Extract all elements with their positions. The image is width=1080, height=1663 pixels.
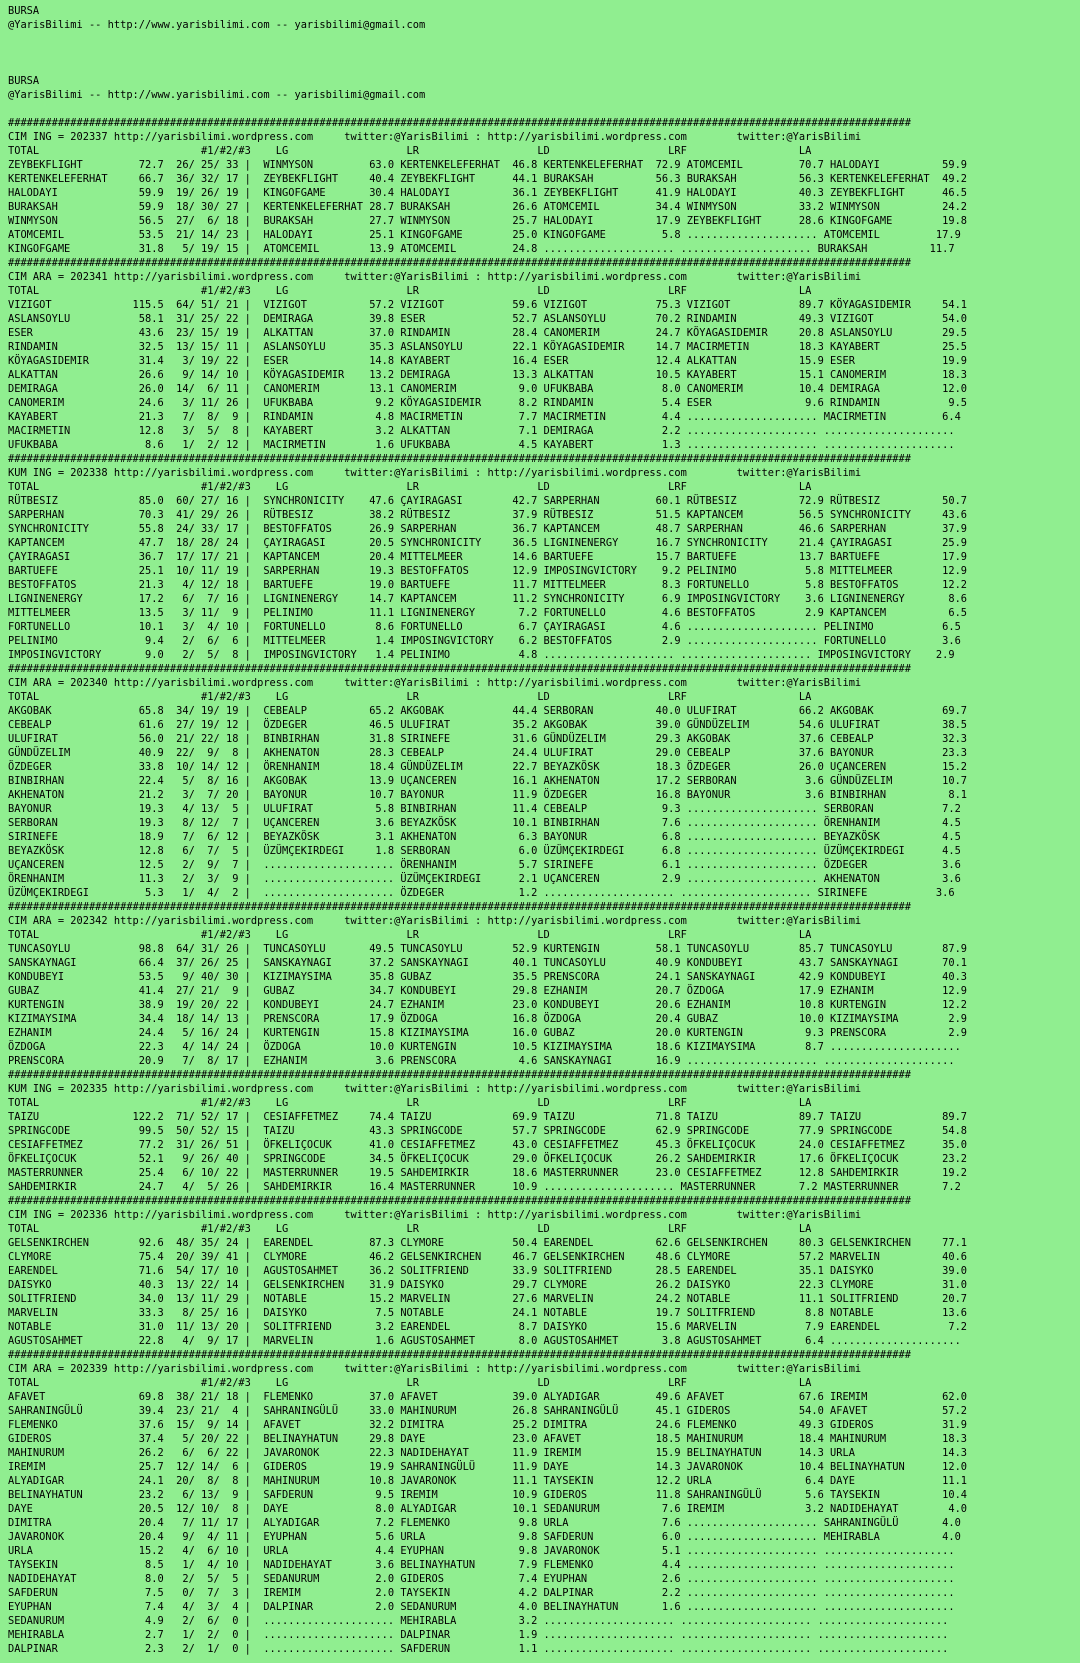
result-row: ÖRENHANIM 11.3 2/ 3/ 9 | ..................... ÜZÜMÇEKIRDEGI 2.1 UÇANCEREN 2.9 ..................... AKHENATON 3.6: [8, 873, 961, 885]
column-header-line: TOTAL #1/#2/#3 LG LR LD LRF LA: [8, 481, 812, 493]
result-row: IREMIM 25.7 12/ 14/ 6 | GIDEROS 19.9 SAHRANINGÜLÜ 11.9 DAYE 14.3 JAVARONOK 10.4 BELINAYHATUN 12.0: [8, 1461, 968, 1473]
result-row: PRENSCORA 20.9 7/ 8/ 17 | EZHANIM 3.6 PRENSCORA 4.6 SANSKAYNAGI 16.9 ..................... .....................: [8, 1055, 955, 1067]
separator-line: #################################################################################################################################################: [8, 257, 911, 269]
result-row: HALODAYI 59.9 19/ 26/ 19 | KINGOFGAME 30.4 HALODAYI 36.1 ZEYBEKFLIGHT 41.9 HALODAYI 40.3 ZEYBEKFLIGHT 46.5: [8, 187, 968, 199]
result-row: SAFDERUN 7.5 0/ 7/ 3 | IREMIM 2.0 TAYSEKIN 4.2 DALPINAR 2.2 ..................... .....................: [8, 1587, 955, 1599]
result-row: CLYMORE 75.4 20/ 39/ 41 | CLYMORE 46.2 GELSENKIRCHEN 46.7 GELSENKIRCHEN 48.6 CLYMORE 57.2 MARVELIN 40.6: [8, 1251, 968, 1263]
result-row: FORTUNELLO 10.1 3/ 4/ 10 | FORTUNELLO 8.6 FORTUNELLO 6.7 ÇAYIRAGASI 4.6 ..................... PELINIMO 6.5: [8, 621, 961, 633]
result-row: ÜZÜMÇEKIRDEGI 5.3 1/ 4/ 2 | ..................... ÖZDEGER 1.2 ..................... ..................... SIRINEFE 3.6: [8, 887, 955, 899]
result-row: TUNCASOYLU 98.8 64/ 31/ 26 | TUNCASOYLU 49.5 TUNCASOYLU 52.9 KURTENGIN 58.1 TUNCASOYLU 85.7 TUNCASOYLU 87.9: [8, 943, 968, 955]
result-row: ASLANSOYLU 58.1 31/ 25/ 22 | DEMIRAGA 39.8 ESER 52.7 ASLANSOYLU 70.2 RINDAMIN 49.3 VIZIGOT 54.0: [8, 313, 968, 325]
page-header-line: BURSA: [8, 75, 40, 87]
result-row: CESIAFFETMEZ 77.2 31/ 26/ 51 | ÖFKELIÇOCUK 41.0 CESIAFFETMEZ 43.0 CESIAFFETMEZ 45.3 ÖFKELIÇOCUK 24.0 CESIAFFETMEZ 35.0: [8, 1139, 968, 1151]
result-row: MITTELMEER 13.5 3/ 11/ 9 | PELINIMO 11.1 LIGNINENERGY 7.2 FORTUNELLO 4.6 BESTOFFATOS 2.9 KAPTANCEM 6.5: [8, 607, 968, 619]
blank-line: [8, 60, 1072, 74]
result-row: TAYSEKIN 8.5 1/ 4/ 10 | NADIDEHAYAT 3.6 BELINAYHATUN 7.9 FLEMENKO 4.4 ..................... .....................: [8, 1559, 955, 1571]
blank-line: [8, 46, 1072, 60]
result-row: GÜNDÜZELIM 40.9 22/ 9/ 8 | AKHENATON 28.3 CEBEALP 24.4 ULUFIRAT 29.0 CEBEALP 37.6 BAYONUR 23.3: [8, 747, 968, 759]
column-header-line: TOTAL #1/#2/#3 LG LR LD LRF LA: [8, 929, 812, 941]
result-row: BAYONUR 19.3 4/ 13/ 5 | ULUFIRAT 5.8 BINBIRHAN 11.4 CEBEALP 9.3 ..................... SERBORAN 7.2: [8, 803, 961, 815]
race-header-line: CIM ING = 202336 http://yarisbilimi.wordpress.com twitter:@YarisBilimi : http://yarisbilimi.wordpress.com twitter:@YarisBilimi: [8, 1209, 862, 1221]
race-header-line: CIM ARA = 202341 http://yarisbilimi.wordpress.com twitter:@YarisBilimi : http://yarisbilimi.wordpress.com twitter:@YarisBilimi: [8, 271, 862, 283]
page-header-line: BURSA: [8, 5, 40, 17]
result-row: AKGOBAK 65.8 34/ 19/ 19 | CEBEALP 65.2 AKGOBAK 44.4 SERBORAN 40.0 ULUFIRAT 66.2 AKGOBAK 69.7: [8, 705, 968, 717]
result-row: IMPOSINGVICTORY 9.0 2/ 5/ 8 | IMPOSINGVICTORY 1.4 PELINIMO 4.8 ..................... ..................... IMPOSINGVICTORY 2.9: [8, 649, 955, 661]
result-row: NOTABLE 31.0 11/ 13/ 20 | SOLITFRIEND 3.2 EARENDEL 8.7 DAISYKO 15.6 MARVELIN 7.9 EARENDEL 7.2: [8, 1321, 968, 1333]
separator-line: #################################################################################################################################################: [8, 663, 911, 675]
race-header-line: CIM ING = 202337 http://yarisbilimi.wordpress.com twitter:@YarisBilimi : http://yarisbilimi.wordpress.com twitter:@YarisBilimi: [8, 131, 862, 143]
result-row: ÇAYIRAGASI 36.7 17/ 17/ 21 | KAPTANCEM 20.4 MITTELMEER 14.6 BARTUEFE 15.7 BARTUEFE 13.7 BARTUEFE 17.9: [8, 551, 968, 563]
result-row: BESTOFFATOS 21.3 4/ 12/ 18 | BARTUEFE 19.0 BARTUEFE 11.7 MITTELMEER 8.3 FORTUNELLO 5.8 BESTOFFATOS 12.2: [8, 579, 968, 591]
race-header-line: CIM ARA = 202340 http://yarisbilimi.wordpress.com twitter:@YarisBilimi : http://yarisbilimi.wordpress.com twitter:@YarisBilimi: [8, 677, 862, 689]
result-row: ÖZDOGA 22.3 4/ 14/ 24 | ÖZDOGA 10.0 KURTENGIN 10.5 KIZIMAYSIMA 18.6 KIZIMAYSIMA 8.7 .....................: [8, 1041, 961, 1053]
result-row: SOLITFRIEND 34.0 13/ 11/ 29 | NOTABLE 15.2 MARVELIN 27.6 MARVELIN 24.2 NOTABLE 11.1 SOLITFRIEND 20.7: [8, 1293, 968, 1305]
result-row: UÇANCEREN 12.5 2/ 9/ 7 | ..................... ÖRENHANIM 5.7 SIRINEFE 6.1 ..................... ÖZDEGER 3.6: [8, 859, 961, 871]
result-row: ALKATTAN 26.6 9/ 14/ 10 | KÖYAGASIDEMIR 13.2 DEMIRAGA 13.3 ALKATTAN 10.5 KAYABERT 15.1 CANOMERIM 18.3: [8, 369, 968, 381]
result-row: NADIDEHAYAT 8.0 2/ 5/ 5 | SEDANURUM 2.0 GIDEROS 7.4 EYUPHAN 2.6 ..................... .....................: [8, 1573, 955, 1585]
race-header-line: CIM ARA = 202342 http://yarisbilimi.wordpress.com twitter:@YarisBilimi : http://yarisbilimi.wordpress.com twitter:@YarisBilimi: [8, 915, 862, 927]
result-row: MAHINURUM 26.2 6/ 6/ 22 | JAVARONOK 22.3 NADIDEHAYAT 11.9 IREMIM 15.9 BELINAYHATUN 14.3 URLA 14.3: [8, 1447, 968, 1459]
result-row: RÜTBESIZ 85.0 60/ 27/ 16 | SYNCHRONICITY 47.6 ÇAYIRAGASI 42.7 SARPERHAN 60.1 RÜTBESIZ 72.9 RÜTBESIZ 50.7: [8, 495, 968, 507]
result-row: DAISYKO 40.3 13/ 22/ 14 | GELSENKIRCHEN 31.9 DAISYKO 29.7 CLYMORE 26.2 DAISYKO 22.3 CLYMORE 31.0: [8, 1279, 968, 1291]
result-row: KÖYAGASIDEMIR 31.4 3/ 19/ 22 | ESER 14.8 KAYABERT 16.4 ESER 12.4 ALKATTAN 15.9 ESER 19.9: [8, 355, 968, 367]
result-row: PELINIMO 9.4 2/ 6/ 6 | MITTELMEER 1.4 IMPOSINGVICTORY 6.2 BESTOFFATOS 2.9 ..................... FORTUNELLO 3.6: [8, 635, 961, 647]
result-row: VIZIGOT 115.5 64/ 51/ 21 | VIZIGOT 57.2 VIZIGOT 59.6 VIZIGOT 75.3 VIZIGOT 89.7 KÖYAGASIDEMIR 54.1: [8, 299, 968, 311]
column-header-line: TOTAL #1/#2/#3 LG LR LD LRF LA: [8, 1097, 812, 1109]
result-row: DALPINAR 2.3 2/ 1/ 0 | ..................... SAFDERUN 1.1 ..................... ..................... .....................: [8, 1643, 949, 1655]
result-row: SIRINEFE 18.9 7/ 6/ 12 | BEYAZKÖSK 3.1 AKHENATON 6.3 BAYONUR 6.8 ..................... BEYAZKÖSK 4.5: [8, 831, 961, 843]
blank-line: [8, 32, 1072, 46]
result-row: SAHDEMIRKIR 24.7 4/ 5/ 26 | SAHDEMIRKIR 16.4 MASTERRUNNER 10.9 ..................... MASTERRUNNER 7.2 MASTERRUNNER 7.2: [8, 1181, 961, 1193]
column-header-line: TOTAL #1/#2/#3 LG LR LD LRF LA: [8, 1223, 812, 1235]
result-row: MARVELIN 33.3 8/ 25/ 16 | DAISYKO 7.5 NOTABLE 24.1 NOTABLE 19.7 SOLITFRIEND 8.8 NOTABLE 13.6: [8, 1307, 968, 1319]
result-row: GIDEROS 37.4 5/ 20/ 22 | BELINAYHATUN 29.8 DAYE 23.0 AFAVET 18.5 MAHINURUM 18.4 MAHINURUM 18.3: [8, 1433, 968, 1445]
race-header-line: KUM ING = 202335 http://yarisbilimi.wordpress.com twitter:@YarisBilimi : http://yarisbilimi.wordpress.com twitter:@YarisBilimi: [8, 1083, 862, 1095]
race-header-line: KUM ING = 202338 http://yarisbilimi.wordpress.com twitter:@YarisBilimi : http://yarisbilimi.wordpress.com twitter:@YarisBilimi: [8, 467, 862, 479]
column-header-line: TOTAL #1/#2/#3 LG LR LD LRF LA: [8, 285, 812, 297]
blank-line: [8, 102, 1072, 116]
result-row: DEMIRAGA 26.0 14/ 6/ 11 | CANOMERIM 13.1 CANOMERIM 9.0 UFUKBABA 8.0 CANOMERIM 10.4 DEMIRAGA 12.0: [8, 383, 968, 395]
column-header-line: TOTAL #1/#2/#3 LG LR LD LRF LA: [8, 691, 812, 703]
result-row: GUBAZ 41.4 27/ 21/ 9 | GUBAZ 34.7 KONDUBEYI 29.8 EZHANIM 20.7 ÖZDOGA 17.9 EZHANIM 12.9: [8, 985, 968, 997]
result-row: ULUFIRAT 56.0 21/ 22/ 18 | BINBIRHAN 31.8 SIRINEFE 31.6 GÜNDÜZELIM 29.3 AKGOBAK 37.6 CEBEALP 32.3: [8, 733, 968, 745]
result-row: DIMITRA 20.4 7/ 11/ 17 | ALYADIGAR 7.2 FLEMENKO 9.8 URLA 7.6 ..................... SAHRANINGÜLÜ 4.0: [8, 1517, 961, 1529]
result-row: KURTENGIN 38.9 19/ 20/ 22 | KONDUBEYI 24.7 EZHANIM 23.0 KONDUBEYI 20.6 EZHANIM 10.8 KURTENGIN 12.2: [8, 999, 968, 1011]
result-row: ÖFKELIÇOCUK 52.1 9/ 26/ 40 | SPRINGCODE 34.5 ÖFKELIÇOCUK 29.0 ÖFKELIÇOCUK 26.2 SAHDEMIRKIR 17.6 ÖFKELIÇOCUK 23.2: [8, 1153, 968, 1165]
result-row: KINGOFGAME 31.8 5/ 19/ 15 | ATOMCEMIL 13.9 ATOMCEMIL 24.8 ..................... ..................... BURAKSAH 11.7: [8, 243, 955, 255]
result-row: CANOMERIM 24.6 3/ 11/ 26 | UFUKBABA 9.2 KÖYAGASIDEMIR 8.2 RINDAMIN 5.4 ESER 9.6 RINDAMIN 9.5: [8, 397, 968, 409]
result-row: SAHRANINGÜLÜ 39.4 23/ 21/ 4 | SAHRANINGÜLÜ 33.0 MAHINURUM 26.8 SAHRANINGÜLÜ 45.1 GIDEROS 54.0 AFAVET 57.2: [8, 1405, 968, 1417]
result-row: CEBEALP 61.6 27/ 19/ 12 | ÖZDEGER 46.5 ULUFIRAT 35.2 AKGOBAK 39.0 GÜNDÜZELIM 54.6 ULUFIRAT 38.5: [8, 719, 968, 731]
result-row: FLEMENKO 37.6 15/ 9/ 14 | AFAVET 32.2 DIMITRA 25.2 DIMITRA 24.6 FLEMENKO 49.3 GIDEROS 31.9: [8, 1419, 968, 1431]
result-row: ÖZDEGER 33.8 10/ 14/ 12 | ÖRENHANIM 18.4 GÜNDÜZELIM 22.7 BEYAZKÖSK 18.3 ÖZDEGER 26.0 UÇANCEREN 15.2: [8, 761, 968, 773]
column-header-line: TOTAL #1/#2/#3 LG LR LD LRF LA: [8, 145, 812, 157]
separator-line: #################################################################################################################################################: [8, 117, 911, 129]
result-row: BARTUEFE 25.1 10/ 11/ 19 | SARPERHAN 19.3 BESTOFFATOS 12.9 IMPOSINGVICTORY 9.2 PELINIMO 5.8 MITTELMEER 12.9: [8, 565, 968, 577]
result-row: SEDANURUM 4.9 2/ 6/ 0 | ..................... MEHIRABLA 3.2 ..................... ..................... .....................: [8, 1615, 949, 1627]
result-row: SARPERHAN 70.3 41/ 29/ 26 | RÜTBESIZ 38.2 RÜTBESIZ 37.9 RÜTBESIZ 51.5 KAPTANCEM 56.5 SYNCHRONICITY 43.6: [8, 509, 968, 521]
result-row: EZHANIM 24.4 5/ 16/ 24 | KURTENGIN 15.8 KIZIMAYSIMA 16.0 GUBAZ 20.0 KURTENGIN 9.3 PRENSCORA 2.9: [8, 1027, 968, 1039]
result-row: KAYABERT 21.3 7/ 8/ 9 | RINDAMIN 4.8 MACIRMETIN 7.7 MACIRMETIN 4.4 ..................... MACIRMETIN 6.4: [8, 411, 961, 423]
separator-line: #################################################################################################################################################: [8, 901, 911, 913]
result-row: MACIRMETIN 12.8 3/ 5/ 8 | KAYABERT 3.2 ALKATTAN 7.1 DEMIRAGA 2.2 ..................... .....................: [8, 425, 955, 437]
result-row: AFAVET 69.8 38/ 21/ 18 | FLEMENKO 37.0 AFAVET 39.0 ALYADIGAR 49.6 AFAVET 67.6 IREMIM 62.0: [8, 1391, 968, 1403]
result-row: ESER 43.6 23/ 15/ 19 | ALKATTAN 37.0 RINDAMIN 28.4 CANOMERIM 24.7 KÖYAGASIDEMIR 20.8 ASLANSOYLU 29.5: [8, 327, 968, 339]
result-row: KERTENKELEFERHAT 66.7 36/ 32/ 17 | ZEYBEKFLIGHT 40.4 ZEYBEKFLIGHT 44.1 BURAKSAH 56.3 BURAKSAH 56.3 KERTENKELEFERHAT 49.2: [8, 173, 968, 185]
result-row: SPRINGCODE 99.5 50/ 52/ 15 | TAIZU 43.3 SPRINGCODE 57.7 SPRINGCODE 62.9 SPRINGCODE 77.9 SPRINGCODE 54.8: [8, 1125, 968, 1137]
result-row: SANSKAYNAGI 66.4 37/ 26/ 25 | SANSKAYNAGI 37.2 SANSKAYNAGI 40.1 TUNCASOYLU 40.9 KONDUBEYI 43.7 SANSKAYNAGI 70.1: [8, 957, 968, 969]
page-header-line: @YarisBilimi -- http://www.yarisbilimi.com -- yarisbilimi@gmail.com: [8, 89, 426, 101]
result-row: KAPTANCEM 47.7 18/ 28/ 24 | ÇAYIRAGASI 20.5 SYNCHRONICITY 36.5 LIGNINENERGY 16.7 SYNCHRONICITY 21.4 ÇAYIRAGASI 25.9: [8, 537, 968, 549]
result-row: RINDAMIN 32.5 13/ 15/ 11 | ASLANSOYLU 35.3 ASLANSOYLU 22.1 KÖYAGASIDEMIR 14.7 MACIRMETIN 18.3 KAYABERT 25.5: [8, 341, 968, 353]
result-row: UFUKBABA 8.6 1/ 2/ 12 | MACIRMETIN 1.6 UFUKBABA 4.5 KAYABERT 1.3 ..................... .....................: [8, 439, 955, 451]
column-header-line: TOTAL #1/#2/#3 LG LR LD LRF LA: [8, 1377, 812, 1389]
result-row: BELINAYHATUN 23.2 6/ 13/ 9 | SAFDERUN 9.5 IREMIM 10.9 GIDEROS 11.8 SAHRANINGÜLÜ 5.6 TAYSEKIN 10.4: [8, 1489, 968, 1501]
result-row: DAYE 20.5 12/ 10/ 8 | DAYE 8.0 ALYADIGAR 10.1 SEDANURUM 7.6 IREMIM 3.2 NADIDEHAYAT 4.0: [8, 1503, 968, 1515]
result-row: ZEYBEKFLIGHT 72.7 26/ 25/ 33 | WINMYSON 63.0 KERTENKELEFERHAT 46.8 KERTENKELEFERHAT 72.9 ATOMCEMIL 70.7 HALODAYI 59.9: [8, 159, 968, 171]
separator-line: #################################################################################################################################################: [8, 1349, 911, 1361]
result-row: AGUSTOSAHMET 22.8 4/ 9/ 17 | MARVELIN 1.6 AGUSTOSAHMET 8.0 AGUSTOSAHMET 3.8 AGUSTOSAHMET 6.4 .....................: [8, 1335, 961, 1347]
result-row: EARENDEL 71.6 54/ 17/ 10 | AGUSTOSAHMET 36.2 SOLITFRIEND 33.9 SOLITFRIEND 28.5 EARENDEL 35.1 DAISYKO 39.0: [8, 1265, 968, 1277]
separator-line: #################################################################################################################################################: [8, 1195, 911, 1207]
result-row: GELSENKIRCHEN 92.6 48/ 35/ 24 | EARENDEL 87.3 CLYMORE 50.4 EARENDEL 62.6 GELSENKIRCHEN 80.3 GELSENKIRCHEN 77.1: [8, 1237, 968, 1249]
result-row: KIZIMAYSIMA 34.4 18/ 14/ 13 | PRENSCORA 17.9 ÖZDOGA 16.8 ÖZDOGA 20.4 GUBAZ 10.0 KIZIMAYSIMA 2.9: [8, 1013, 968, 1025]
result-row: EYUPHAN 7.4 4/ 3/ 4 | DALPINAR 2.0 SEDANURUM 4.0 BELINAYHATUN 1.6 ..................... .....................: [8, 1601, 955, 1613]
result-row: ATOMCEMIL 53.5 21/ 14/ 23 | HALODAYI 25.1 KINGOFGAME 25.0 KINGOFGAME 5.8 ..................... ATOMCEMIL 17.9: [8, 229, 961, 241]
result-row: KONDUBEYI 53.5 9/ 40/ 30 | KIZIMAYSIMA 35.8 GUBAZ 35.5 PRENSCORA 24.1 SANSKAYNAGI 42.9 KONDUBEYI 40.3: [8, 971, 968, 983]
separator-line: #################################################################################################################################################: [8, 453, 911, 465]
result-row: JAVARONOK 20.4 9/ 4/ 11 | EYUPHAN 5.6 URLA 9.8 SAFDERUN 6.0 ..................... MEHIRABLA 4.0: [8, 1531, 961, 1543]
result-row: MEHIRABLA 2.7 1/ 2/ 0 | ..................... DALPINAR 1.9 ..................... ..................... .....................: [8, 1629, 949, 1641]
race-header-line: CIM ARA = 202339 http://yarisbilimi.wordpress.com twitter:@YarisBilimi : http://yarisbilimi.wordpress.com twitter:@YarisBilimi: [8, 1363, 862, 1375]
result-row: LIGNINENERGY 17.2 6/ 7/ 16 | LIGNINENERGY 14.7 KAPTANCEM 11.2 SYNCHRONICITY 6.9 IMPOSINGVICTORY 3.6 LIGNINENERGY 8.6: [8, 593, 968, 605]
result-row: BEYAZKÖSK 12.8 6/ 7/ 5 | ÜZÜMÇEKIRDEGI 1.8 SERBORAN 6.0 ÜZÜMÇEKIRDEGI 6.8 ..................... ÜZÜMÇEKIRDEGI 4.5: [8, 845, 961, 857]
result-row: BINBIRHAN 22.4 5/ 8/ 16 | AKGOBAK 13.9 UÇANCEREN 16.1 AKHENATON 17.2 SERBORAN 3.6 GÜNDÜZELIM 10.7: [8, 775, 968, 787]
separator-line: #################################################################################################################################################: [8, 1069, 911, 1081]
result-row: WINMYSON 56.5 27/ 6/ 18 | BURAKSAH 27.7 WINMYSON 25.7 HALODAYI 17.9 ZEYBEKFLIGHT 28.6 KINGOFGAME 19.8: [8, 215, 968, 227]
result-row: AKHENATON 21.2 3/ 7/ 20 | BAYONUR 10.7 BAYONUR 11.9 ÖZDEGER 16.8 BAYONUR 3.6 BINBIRHAN 8.1: [8, 789, 968, 801]
result-row: SERBORAN 19.3 8/ 12/ 7 | UÇANCEREN 3.6 BEYAZKÖSK 10.1 BINBIRHAN 7.6 ..................... ÖRENHANIM 4.5: [8, 817, 961, 829]
result-row: TAIZU 122.2 71/ 52/ 17 | CESIAFFETMEZ 74.4 TAIZU 69.9 TAIZU 71.8 TAIZU 89.7 TAIZU 89.7: [8, 1111, 968, 1123]
result-row: ALYADIGAR 24.1 20/ 8/ 8 | MAHINURUM 10.8 JAVARONOK 11.1 TAYSEKIN 12.2 URLA 6.4 DAYE 11.1: [8, 1475, 968, 1487]
result-row: MASTERRUNNER 25.4 6/ 10/ 22 | MASTERRUNNER 19.5 SAHDEMIRKIR 18.6 MASTERRUNNER 23.0 CESIAFFETMEZ 12.8 SAHDEMIRKIR 19.2: [8, 1167, 968, 1179]
page-header-line: @YarisBilimi -- http://www.yarisbilimi.com -- yarisbilimi@gmail.com: [8, 19, 426, 31]
result-row: URLA 15.2 4/ 6/ 10 | URLA 4.4 EYUPHAN 9.8 JAVARONOK 5.1 ..................... .....................: [8, 1545, 955, 1557]
result-row: SYNCHRONICITY 55.8 24/ 33/ 17 | BESTOFFATOS 26.9 SARPERHAN 36.7 KAPTANCEM 48.7 SARPERHAN 46.6 SARPERHAN 37.9: [8, 523, 968, 535]
result-row: BURAKSAH 59.9 18/ 30/ 27 | KERTENKELEFERHAT 28.7 BURAKSAH 26.6 ATOMCEMIL 34.4 WINMYSON 33.2 WINMYSON 24.2: [8, 201, 968, 213]
